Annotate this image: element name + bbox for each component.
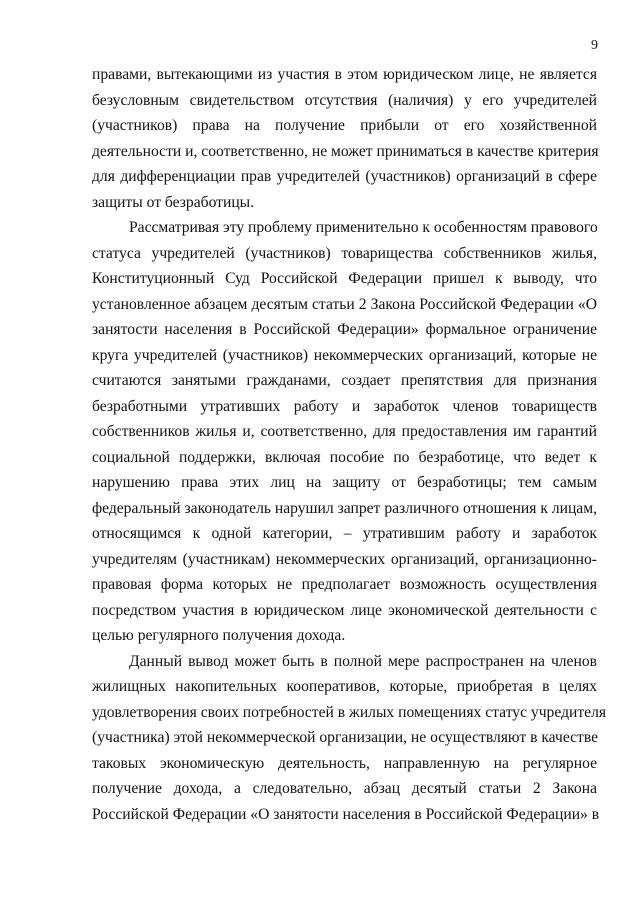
text-line: относящимся к одной категории, – утратившим работу и заработок — [92, 525, 597, 542]
text-line: безусловным свидетельством отсутствия (наличия) у его учредителей — [92, 91, 597, 109]
text-line: (участников) права на получение прибыли от его хозяйственной — [92, 117, 597, 134]
text-line: федеральный законодатель нарушил запрет различного отношения к лицам, — [92, 499, 597, 517]
text-line: круга учредителей (участников) некоммерческих организаций, которые не — [92, 346, 597, 364]
text-line: считаются занятыми гражданами, создает препятствия для признания — [92, 372, 597, 389]
text-line: безработными утративших работу и заработок членов товариществ — [92, 397, 597, 415]
text-line: занятости населения в Российской Федерации» формальное ограничение — [92, 321, 597, 338]
text-line: Российской Федерации «О занятости населения в Российской Федерации» в — [92, 805, 600, 823]
text-line: правами, вытекающими из участия в этом юридическом лице, не является — [92, 66, 597, 83]
paragraph-3 — [92, 649, 607, 828]
text-line: посредством участия в юридическом лице экономической деятельности с — [92, 601, 597, 619]
text-line: жилищных накопительных кооперативов, которые, приобретая в целях — [92, 678, 597, 695]
text-line: Конституционный Суд Российской Федерации пришел к выводу, что — [92, 270, 597, 287]
text-line: (участника) этой некоммерческой организации, не осуществляют в качестве — [92, 729, 599, 746]
paragraph-2 — [92, 215, 597, 649]
text-line: Рассматривая эту проблему применительно к особенностям правового — [129, 219, 598, 236]
text-line: деятельности и, соответственно, не может приниматься в качестве критерия — [92, 142, 599, 160]
text-line: собственников жилья и, соответственно, для предоставления им гарантий — [92, 423, 597, 440]
text-line: нарушению права этих лиц на защиту от безработицы; тем самым — [92, 474, 597, 491]
text-line: установленное абзацем десятым статьи 2 Закона Российской Федерации «О — [92, 295, 597, 313]
body-text — [92, 62, 607, 827]
text-line: учредителям (участникам) некоммерческих организаций, организационно- — [92, 550, 597, 568]
text-line: Данный вывод может быть в полной мере распространен на членов — [129, 652, 597, 670]
page-number: 9 — [591, 38, 598, 53]
paragraph-1 — [92, 62, 597, 215]
text-line: правовая форма которых не предполагает возможность осуществления — [92, 576, 597, 593]
text-line: получение дохода, а следовательно, абзац десятый статьи 2 Закона — [92, 780, 597, 797]
text-line: для дифференциации прав учредителей (участников) организаций в сфере — [92, 168, 597, 185]
text-line: таковых экономическую деятельность, направленную на регулярное — [92, 754, 597, 772]
text-line: защиты от безработицы. — [92, 193, 255, 211]
text-line: статуса учредителей (участников) товарищества собственников жилья, — [92, 244, 597, 262]
text-line: целью регулярного получения дохода. — [92, 627, 346, 644]
text-line: социальной поддержки, включая пособие по безработице, что ведет к — [92, 448, 597, 466]
text-line: удовлетворения своих потребностей в жилых помещениях статус учредителя — [92, 703, 607, 721]
